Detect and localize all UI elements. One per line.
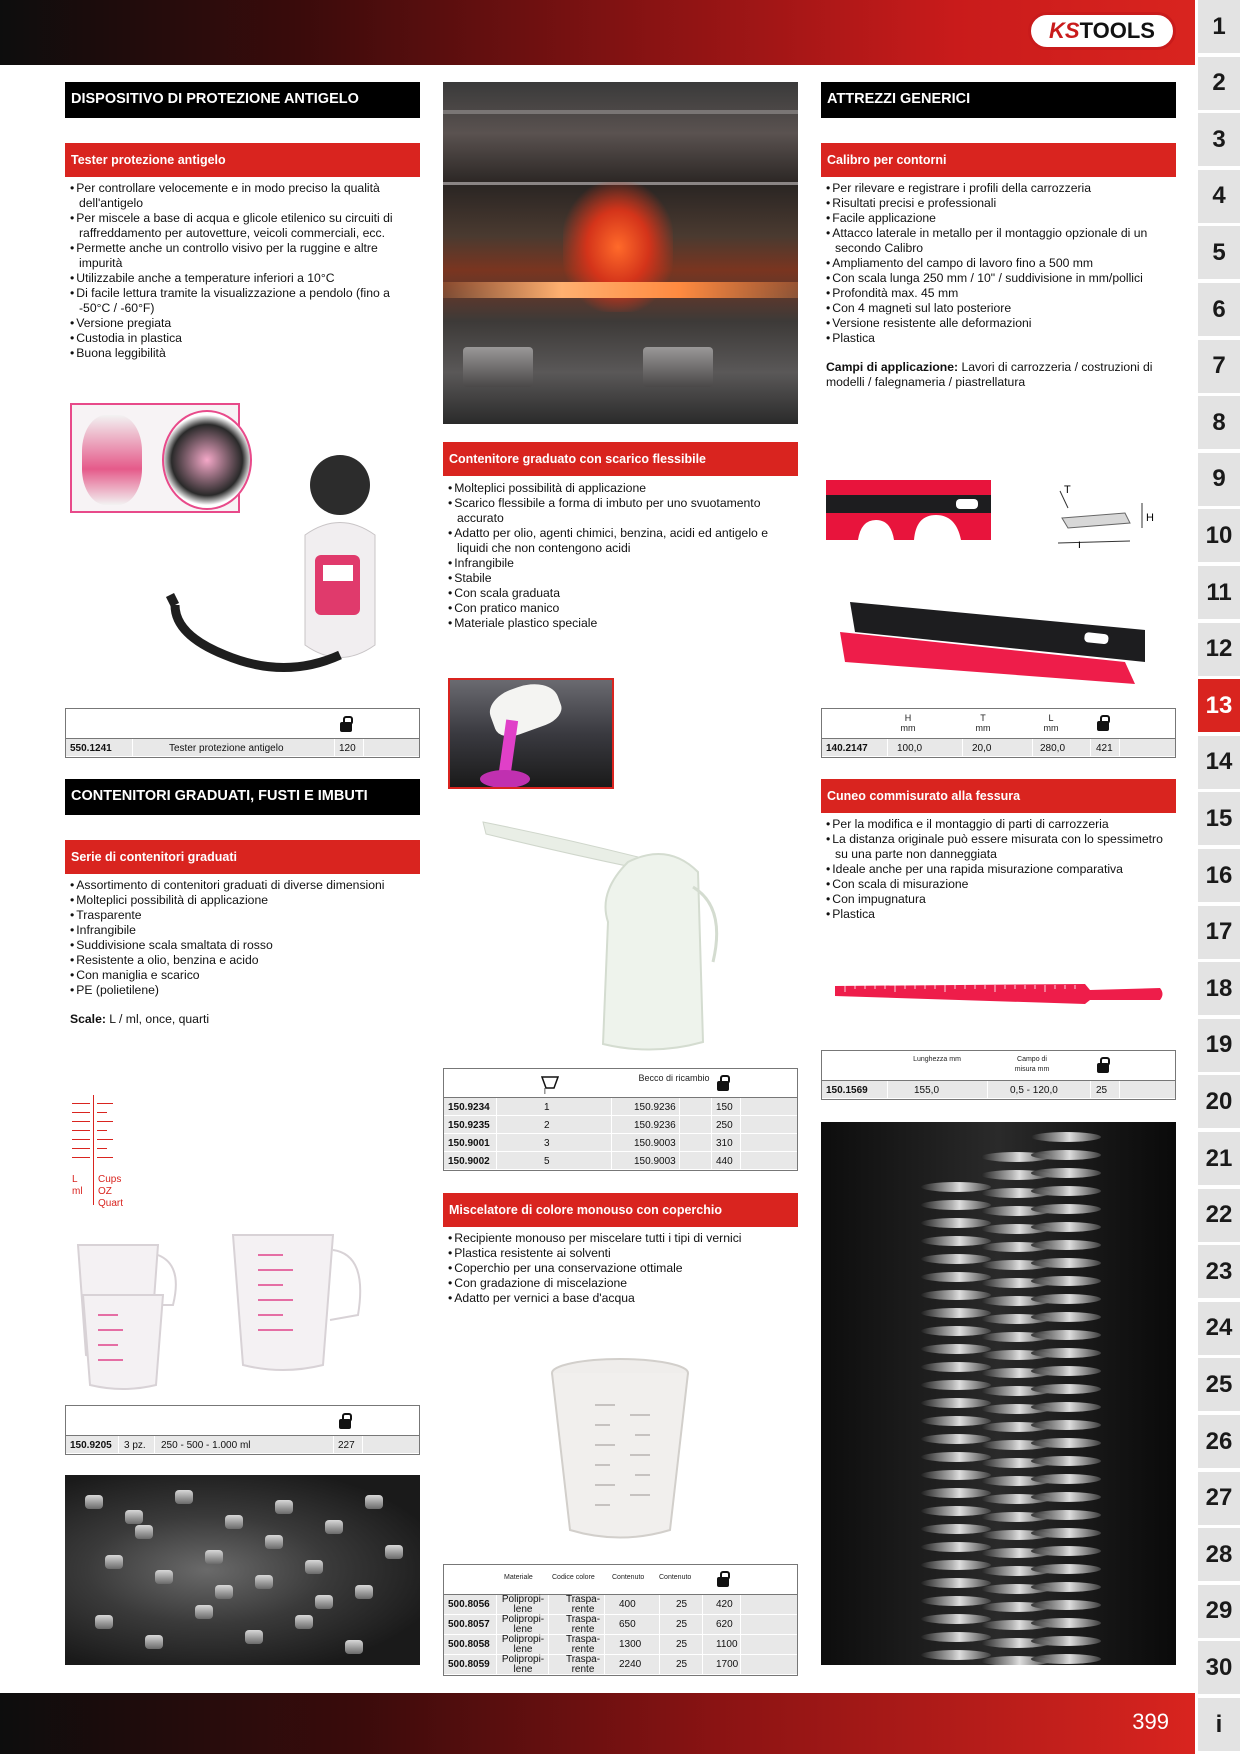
- legend-cups: Cups: [98, 1174, 122, 1185]
- weight-icon: [1096, 1057, 1110, 1073]
- chapter-tab-28[interactable]: 28: [1198, 1528, 1240, 1581]
- cell-material: Polipropi-lene: [501, 1614, 545, 1635]
- applications-value: Lavori di carrozzeria / costruzioni di modelli / falegnameria / piastrellatura: [826, 360, 1153, 389]
- mixing-cup-image: [540, 1355, 700, 1550]
- cell-weight: 440: [716, 1156, 733, 1167]
- legend-quart: Quart: [98, 1198, 124, 1209]
- cell-c1: 2240: [619, 1659, 642, 1670]
- cell-l: 5: [544, 1156, 550, 1167]
- cell-weight: 620: [716, 1619, 733, 1630]
- chapter-tab-i[interactable]: i: [1198, 1698, 1240, 1751]
- chapter-tab-15[interactable]: 15: [1198, 792, 1240, 845]
- chapter-tab-26[interactable]: 26: [1198, 1415, 1240, 1468]
- header-cell: Codice colore: [552, 1574, 595, 1581]
- feature-item: • Scarico flessibile a forma di imbuto per uno svuotamento accurato: [448, 496, 793, 526]
- feature-item: • Per rilevare e registrare i profili della carrozzeria: [826, 181, 1171, 196]
- section-header-attrezzi: ATTREZZI GENERICI: [821, 82, 1176, 118]
- table-row: [444, 1134, 797, 1152]
- feature-item: • Con impugnatura: [826, 892, 1171, 907]
- dim-t-label: T: [1064, 484, 1071, 496]
- chapter-tab-6[interactable]: 6: [1198, 283, 1240, 336]
- chapter-tab-20[interactable]: 20: [1198, 1075, 1240, 1128]
- cell-weight: 150: [716, 1102, 733, 1113]
- cell-l: 3: [544, 1138, 550, 1149]
- legend-ml: ml: [72, 1186, 83, 1197]
- feature-item: • Con 4 magneti sul lato posteriore: [826, 301, 1171, 316]
- section-header-antigelo: DISPOSITIVO DI PROTEZIONE ANTIGELO: [65, 82, 420, 118]
- chapter-tab-9[interactable]: 9: [1198, 453, 1240, 506]
- cell-c1: 650: [619, 1619, 636, 1630]
- chapter-tab-29[interactable]: 29: [1198, 1585, 1240, 1638]
- feature-item: • Ampliamento del campo di lavoro fino a 500 mm: [826, 256, 1171, 271]
- logo-ks-text: KS: [1049, 18, 1080, 43]
- feature-item: • Infrangibile: [70, 923, 415, 938]
- chapter-tab-11[interactable]: 11: [1198, 566, 1240, 619]
- article-weight: 227: [338, 1440, 355, 1451]
- contour-gauge-angled-image: [835, 592, 1160, 687]
- cuneo-features: [826, 817, 1171, 922]
- table-row: [444, 1116, 797, 1134]
- article-name: Tester protezione antigelo: [169, 743, 284, 754]
- article-code: 150.9205: [70, 1440, 112, 1451]
- legend-oz: OZ: [98, 1186, 112, 1197]
- springs-photo: [821, 1122, 1176, 1665]
- graduato-table: [443, 1068, 798, 1171]
- graduato-features: [448, 481, 793, 631]
- cell-l: 1: [544, 1102, 550, 1113]
- article-t: 20,0: [972, 743, 992, 754]
- subheader-miscelatore: Miscelatore di colore monouso con coperchio: [443, 1193, 798, 1227]
- table-row: [444, 1595, 797, 1615]
- cell-spare: 150.9236: [634, 1102, 676, 1113]
- chapter-tab-1[interactable]: 1: [1198, 0, 1240, 53]
- cell-spare: 150.9003: [634, 1138, 676, 1149]
- cuneo-table: [821, 1050, 1176, 1100]
- scale-label: Scale:: [70, 1012, 106, 1026]
- header-cell: Contenuto: [612, 1574, 645, 1581]
- article-weight: 25: [1096, 1085, 1108, 1096]
- section-header-contenitori: CONTENITORI GRADUATI, FUSTI E IMBUTI: [65, 779, 420, 815]
- contour-gauge-front-image: [826, 475, 991, 545]
- subheader-tester: Tester protezione antigelo: [65, 143, 420, 177]
- logo-tools-text: TOOLS: [1079, 18, 1155, 43]
- chapter-tab-13[interactable]: 13: [1198, 679, 1240, 732]
- cell-c2: 25: [676, 1619, 688, 1630]
- miscelatore-features: [448, 1231, 793, 1306]
- article-weight: 120: [339, 743, 356, 754]
- feature-item: • Plastica: [826, 331, 1171, 346]
- dim-h-label: H: [1146, 512, 1154, 524]
- article-code: 150.1569: [826, 1085, 868, 1096]
- scale-value: L / ml, once, quarti: [105, 1012, 210, 1026]
- chapter-tab-3[interactable]: 3: [1198, 113, 1240, 166]
- chapter-tab-21[interactable]: 21: [1198, 1132, 1240, 1185]
- top-banner: [0, 0, 1195, 65]
- feature-item: • Adatto per vernici a base d'acqua: [448, 1291, 793, 1306]
- header-cell: H mm: [900, 713, 916, 733]
- weight-icon: [339, 716, 353, 732]
- dim-l-label: L: [1078, 540, 1085, 548]
- cell-material: Polipropi-lene: [501, 1634, 545, 1655]
- table-row: [444, 1655, 797, 1675]
- feature-item: • Trasparente: [70, 908, 415, 923]
- cell-weight: 1700: [716, 1659, 739, 1670]
- cell-color: Traspa-rente: [565, 1614, 601, 1635]
- weight-icon: [338, 1413, 352, 1429]
- cell-material: Polipropi-lene: [501, 1654, 545, 1675]
- article-code: 140.2147: [826, 743, 868, 754]
- serie-table: [65, 1405, 420, 1455]
- article-volumes: 250 - 500 - 1.000 ml: [161, 1440, 251, 1451]
- furnace-photo: [443, 82, 798, 424]
- article-code: 550.1241: [70, 743, 112, 754]
- feature-item: • Con scala di misurazione: [826, 877, 1171, 892]
- cell-material: Polipropi-lene: [501, 1594, 545, 1615]
- antifreeze-tester-image: [165, 455, 380, 695]
- ks-tools-logo: [1028, 12, 1176, 50]
- subheader-serie: Serie di contenitori graduati: [65, 840, 420, 874]
- chapter-tab-22[interactable]: 22: [1198, 1189, 1240, 1242]
- weight-icon: [716, 1075, 730, 1091]
- chapter-tab-8[interactable]: 8: [1198, 396, 1240, 449]
- gap-wedge-image: [835, 982, 1165, 1006]
- cell-code: 500.8056: [448, 1599, 490, 1610]
- chapter-tab-27[interactable]: 27: [1198, 1472, 1240, 1525]
- legend-l: L: [72, 1174, 78, 1185]
- cell-l: 2: [544, 1120, 550, 1131]
- feature-item: • Versione pregiata: [70, 316, 415, 331]
- chapter-tab-10[interactable]: 10: [1198, 509, 1240, 562]
- tester-features: [70, 181, 415, 361]
- feature-item: • Per miscele a base di acqua e glicole etilenico su circuiti di raffreddamento per autovetture, veicoli commerciali, ecc.: [70, 211, 415, 241]
- bottom-banner: [0, 1693, 1195, 1754]
- header-cell: Campo di misura mm: [1014, 1056, 1050, 1073]
- feature-item: • Versione resistente alle deformazioni: [826, 316, 1171, 331]
- chapter-tab-5[interactable]: 5: [1198, 226, 1240, 279]
- cell-weight: 310: [716, 1138, 733, 1149]
- chapter-tab-2[interactable]: 2: [1198, 57, 1240, 110]
- chapter-tab-23[interactable]: 23: [1198, 1245, 1240, 1298]
- table-row: [444, 1635, 797, 1655]
- feature-item: • Per la modifica e il montaggio di parti di carrozzeria: [826, 817, 1171, 832]
- feature-item: • La distanza originale può essere misurata con lo spessimetro su una parte non danneggiata: [826, 832, 1171, 862]
- feature-item: • Materiale plastico speciale: [448, 616, 793, 631]
- cell-code: 150.9235: [448, 1120, 490, 1131]
- feature-item: • Molteplici possibilità di applicazione: [70, 893, 415, 908]
- article-range: 0,5 - 120,0: [1010, 1085, 1058, 1096]
- chapter-tab-24[interactable]: 24: [1198, 1302, 1240, 1355]
- header-cell: T mm: [975, 713, 991, 733]
- chapter-tab-18[interactable]: 18: [1198, 962, 1240, 1015]
- pouring-photo: [448, 678, 614, 789]
- cell-color: Traspa-rente: [565, 1634, 601, 1655]
- feature-item: • Adatto per olio, agenti chimici, benzina, acidi ed antigelo e liquidi che non contengono acidi: [448, 526, 793, 556]
- feature-item: • Plastica: [826, 907, 1171, 922]
- feature-item: • Con maniglia e scarico: [70, 968, 415, 983]
- chapter-tab-25[interactable]: 25: [1198, 1358, 1240, 1411]
- feature-item: • Infrangibile: [448, 556, 793, 571]
- article-qty: 3 pz.: [124, 1440, 146, 1451]
- cell-c2: 25: [676, 1639, 688, 1650]
- scale-legend: [70, 1095, 130, 1210]
- weight-icon: [716, 1571, 730, 1587]
- cell-c2: 25: [676, 1599, 688, 1610]
- feature-item: • Utilizzabile anche a temperature inferiori a 10°C: [70, 271, 415, 286]
- feature-item: • Con scala graduata: [448, 586, 793, 601]
- feature-item: • Ideale anche per una rapida misurazione comparativa: [826, 862, 1171, 877]
- page-number: 399: [1132, 1709, 1169, 1734]
- header-spare: Becco di ricambio: [638, 1073, 710, 1083]
- feature-item: • Recipiente monouso per miscelare tutti i tipi di vernici: [448, 1231, 793, 1246]
- table-row: [444, 1098, 797, 1116]
- header-cell: Contenuto: [659, 1574, 692, 1581]
- chapter-tab-19[interactable]: 19: [1198, 1019, 1240, 1072]
- chapter-tab-17[interactable]: 17: [1198, 906, 1240, 959]
- table-row: [444, 1615, 797, 1635]
- tester-table: [65, 708, 420, 758]
- feature-item: • PE (polietilene): [70, 983, 415, 998]
- feature-item: • Coperchio per una conservazione ottimale: [448, 1261, 793, 1276]
- chapter-tabs: [1198, 0, 1240, 1754]
- cell-weight: 420: [716, 1599, 733, 1610]
- feature-item: • Molteplici possibilità di applicazione: [448, 481, 793, 496]
- subheader-cuneo: Cuneo commisurato alla fessura: [821, 779, 1176, 813]
- serie-features: [70, 878, 415, 998]
- feature-item: • Permette anche un controllo visivo per la ruggine e altre impurità: [70, 241, 415, 271]
- cell-spare: 150.9236: [634, 1120, 676, 1131]
- article-l: 280,0: [1040, 743, 1066, 754]
- chapter-tab-16[interactable]: 16: [1198, 849, 1240, 902]
- feature-item: • Assortimento di contenitori graduati di diverse dimensioni: [70, 878, 415, 893]
- feature-item: • Stabile: [448, 571, 793, 586]
- cell-color: Traspa-rente: [565, 1594, 601, 1615]
- feature-item: • Resistente a olio, benzina e acido: [70, 953, 415, 968]
- feature-item: • Attacco laterale in metallo per il montaggio opzionale di un secondo Calibro: [826, 226, 1171, 256]
- feature-item: • Custodia in plastica: [70, 331, 415, 346]
- article-h: 100,0: [897, 743, 923, 754]
- feature-item: • Con scala lunga 250 mm / 10" / suddivisione in mm/pollici: [826, 271, 1171, 286]
- cell-code: 150.9234: [448, 1102, 490, 1113]
- miscelatore-table: [443, 1564, 798, 1676]
- article-weight: 421: [1096, 743, 1113, 754]
- feature-item: • Profondità max. 45 mm: [826, 286, 1171, 301]
- cell-code: 500.8057: [448, 1619, 490, 1630]
- chapter-tab-12[interactable]: 12: [1198, 623, 1240, 676]
- chapter-tab-30[interactable]: 30: [1198, 1641, 1240, 1694]
- feature-item: • Buona leggibilità: [70, 346, 415, 361]
- cell-c2: 25: [676, 1659, 688, 1670]
- cell-spare: 150.9003: [634, 1156, 676, 1167]
- cell-code: 500.8059: [448, 1659, 490, 1670]
- feature-item: • Con gradazione di miscelazione: [448, 1276, 793, 1291]
- header-unit: l: [544, 1087, 546, 1096]
- scale-note: [70, 1012, 415, 1027]
- feature-item: • Plastica resistente ai solventi: [448, 1246, 793, 1261]
- feature-item: • Di facile lettura tramite la visualizzazione a pendolo (fino a -50°C / -60°F): [70, 286, 415, 316]
- flexible-spout-container-image: [478, 812, 738, 1057]
- header-cell: Materiale: [504, 1574, 533, 1581]
- dimension-diagram: [1050, 483, 1168, 548]
- feature-item: • Risultati precisi e professionali: [826, 196, 1171, 211]
- calibro-table: [821, 708, 1176, 758]
- weight-icon: [1096, 715, 1110, 731]
- measuring-cups-image: [68, 1225, 408, 1395]
- bolts-photo: [65, 1475, 420, 1665]
- feature-item: • Per controllare velocemente e in modo preciso la qualità dell'antigelo: [70, 181, 415, 211]
- article-length: 155,0: [914, 1085, 940, 1096]
- cell-weight: 1100: [716, 1639, 738, 1650]
- chapter-tab-7[interactable]: 7: [1198, 340, 1240, 393]
- cell-c1: 1300: [619, 1639, 642, 1650]
- feature-item: • Facile applicazione: [826, 211, 1171, 226]
- feature-item: • Suddivisione scala smaltata di rosso: [70, 938, 415, 953]
- subheader-graduato: Contenitore graduato con scarico flessibile: [443, 442, 798, 476]
- cell-code: 500.8058: [448, 1639, 490, 1650]
- table-row: [444, 1152, 797, 1170]
- header-cell: Lunghezza mm: [913, 1056, 961, 1063]
- header-cell: L mm: [1043, 713, 1059, 733]
- feature-item: • Con pratico manico: [448, 601, 793, 616]
- chapter-tab-4[interactable]: 4: [1198, 170, 1240, 223]
- cell-weight: 250: [716, 1120, 733, 1131]
- chapter-tab-14[interactable]: 14: [1198, 736, 1240, 789]
- cell-code: 150.9002: [448, 1156, 490, 1167]
- applications-label: Campi di applicazione:: [826, 360, 959, 374]
- calibro-features: [826, 181, 1171, 346]
- cell-c1: 400: [619, 1599, 636, 1610]
- cell-color: Traspa-rente: [565, 1654, 601, 1675]
- applications-note: [826, 360, 1171, 390]
- subheader-calibro: Calibro per contorni: [821, 143, 1176, 177]
- cell-code: 150.9001: [448, 1138, 490, 1149]
